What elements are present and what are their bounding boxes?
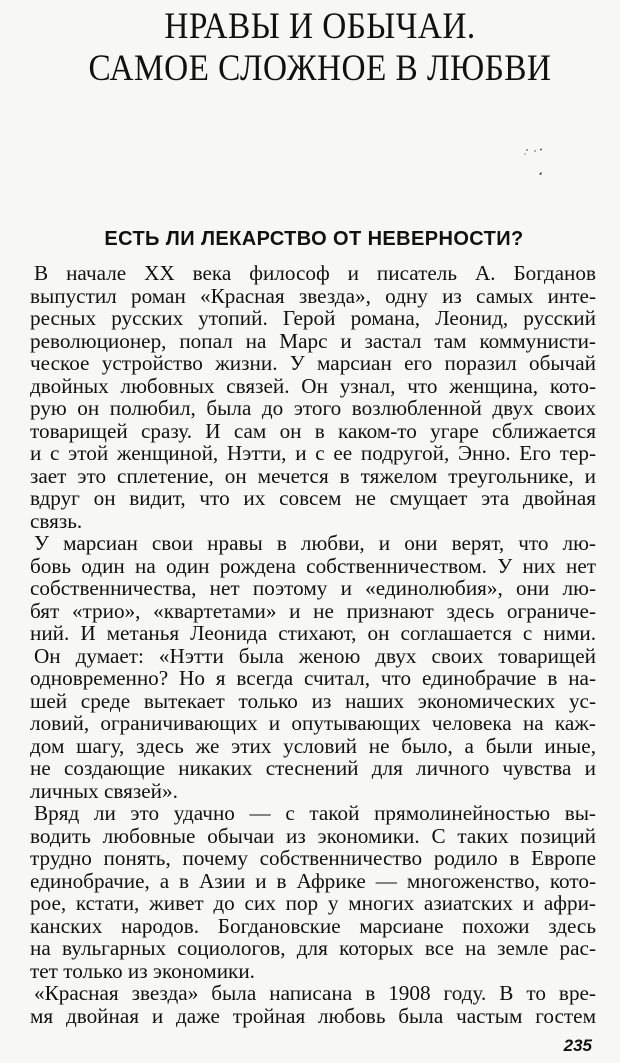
text-line: личных связей». (30, 778, 178, 803)
text-line: Вряд ли это удачно — с такой прямолинейностью вы- (34, 801, 596, 825)
text-line: Он думает: «Нэтти была женою двух своих товарищей (34, 643, 596, 668)
chapter-title (68, 6, 572, 90)
article-body (30, 262, 596, 1027)
text-line: шей среде вытекает только из наших экономических ус- (30, 688, 596, 713)
text-line: бовь один на один рождена собственничеством. У них нет (30, 553, 596, 578)
text-line: трудно понять, почему собственничество родило в Европе (30, 846, 596, 870)
text-line: ловий, ограничивающих и опутывающих человека на каж- (30, 711, 596, 735)
text-line: В начале XX века философ и писатель А. Богданов (34, 261, 596, 285)
text-line: канских народов. Богдановские марсиане похожи здесь (30, 913, 596, 938)
section-heading: ЕСТЬ ЛИ ЛЕКАРСТВО ОТ НЕВЕРНОСТИ? (104, 228, 524, 250)
text-line: бят «трио», «квартетами» и не признают здесь ограниче- (30, 598, 596, 623)
text-line: выпустил роман «Красная звезда», одну из самых инте- (30, 283, 596, 308)
text-line: водить любовные обычаи из экономики. С таких позиций (30, 823, 596, 848)
text-line: рое, кстати, живет до сих пор у многих азиатских и афри- (30, 891, 596, 915)
page-number: 235 (563, 1036, 592, 1055)
text-line: ний. И метанья Леонида стихают, он соглашается с ними. (30, 621, 596, 645)
text-line: революционер, попал на Марс и застал там коммунисти- (30, 328, 596, 353)
text-line: товарищей сразу. И сам он в каком-то угаре сближается (30, 418, 596, 443)
text-line: ресных русских утопий. Герой романа, Леонид, русский (30, 306, 596, 330)
text-line: зает это сплетение, он мечется в тяжелом треугольнике, и (30, 463, 596, 488)
text-line: дом шагу, здесь же этих условий не было, а были иные, (30, 733, 596, 758)
text-line: мя двойная и даже тройная любовь была частым гостем (30, 1003, 596, 1028)
text-line: и с этой женщиной, Нэтти, и с ее подругой, Энно. Его тер- (30, 441, 596, 465)
text-line: двойных любовных связей. Он узнал, что женщина, кото- (30, 373, 596, 398)
text-line: единобрачие, а в Азии и в Африке — многоженство, кото- (30, 868, 596, 893)
text-line: У марсиан свои нравы в любви, и они верят, что лю- (34, 531, 596, 555)
chapter-title-line-2: САМОЕ СЛОЖНОЕ В ЛЮБВИ (88, 48, 552, 89)
text-line: одновременно? Но я всегда считал, что единобрачие в на- (30, 666, 596, 690)
text-line: не создающие никаких стеснений для личного чувства и (30, 756, 596, 780)
text-line: связь. (30, 508, 83, 533)
print-specks (515, 148, 555, 184)
text-line: вдруг он видит, что их совсем не смущает эта двойная (30, 486, 596, 510)
text-line: на вульгарных социологов, для которых все на земле рас- (30, 936, 596, 960)
text-line: «Красная звезда» была написана в 1908 году. В то вре- (34, 981, 596, 1005)
text-line: ческое устройство жизни. У марсиан его поразил обычай (30, 351, 596, 375)
chapter-title-line-1: НРАВЫ И ОБЫЧАИ. (164, 6, 476, 47)
text-line: рую он полюбил, была до этого возлюбленной двух своих (30, 396, 596, 420)
text-line: собственничества, нет поэтому и «единолюбия», они лю- (30, 576, 596, 600)
text-line: тет только из экономики. (30, 958, 255, 983)
